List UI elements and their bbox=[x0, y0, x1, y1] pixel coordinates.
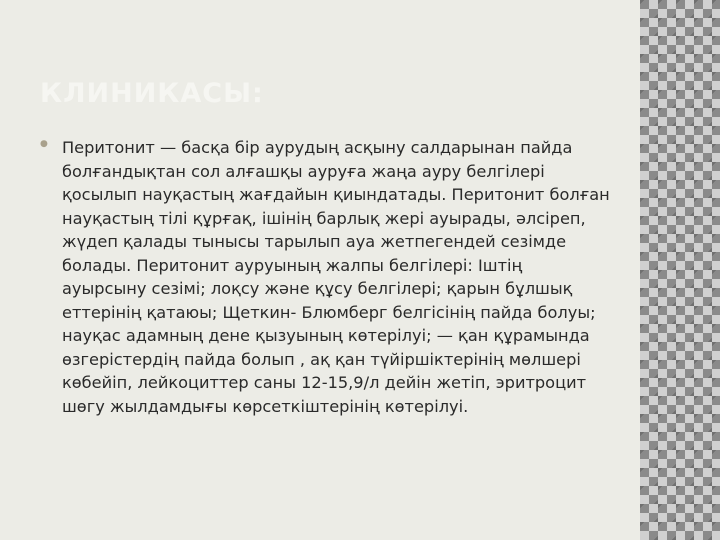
bullet-icon: ● bbox=[40, 139, 48, 149]
decorative-side-panel bbox=[640, 0, 720, 540]
slide-content bbox=[40, 136, 610, 418]
slide-title: КЛИНИКАСЫ: bbox=[40, 78, 264, 109]
bullet-text: Перитонит — басқа бір аурудың асқыну салдарынан пайда болғандықтан сол алғашқы ауруға жаңа ауру белгілері қосылып науқастың жағдайын қиындатады. Перитонит болған науқастың тілі құрғақ, ішінің барлық жері ауырады, әлсіреп, жүдеп қалады тынысы тарылып ауа жетпегендей сезімде болады. Перитонит ауруының жалпы белгілері: Іштің ауырсыну сезімі; лоқсу және құсу белгілері; қарын бұлшық еттерінің қатаюы; Щеткин- Блюмберг белгісінің пайда болуы; науқас адамның дене қызуының көтерілуі; — қан құрамында өзгерістердің пайда болып , ақ қан түйіршіктерінің мөлшері көбейіп, лейкоциттер саны 12-15,9/л дейін жетіп, эритроцит шөгу жылдамдығы көрсеткіштерінің көтерілуі. bbox=[62, 138, 610, 416]
bullet-item bbox=[40, 136, 610, 418]
diamond-pattern bbox=[640, 0, 720, 540]
